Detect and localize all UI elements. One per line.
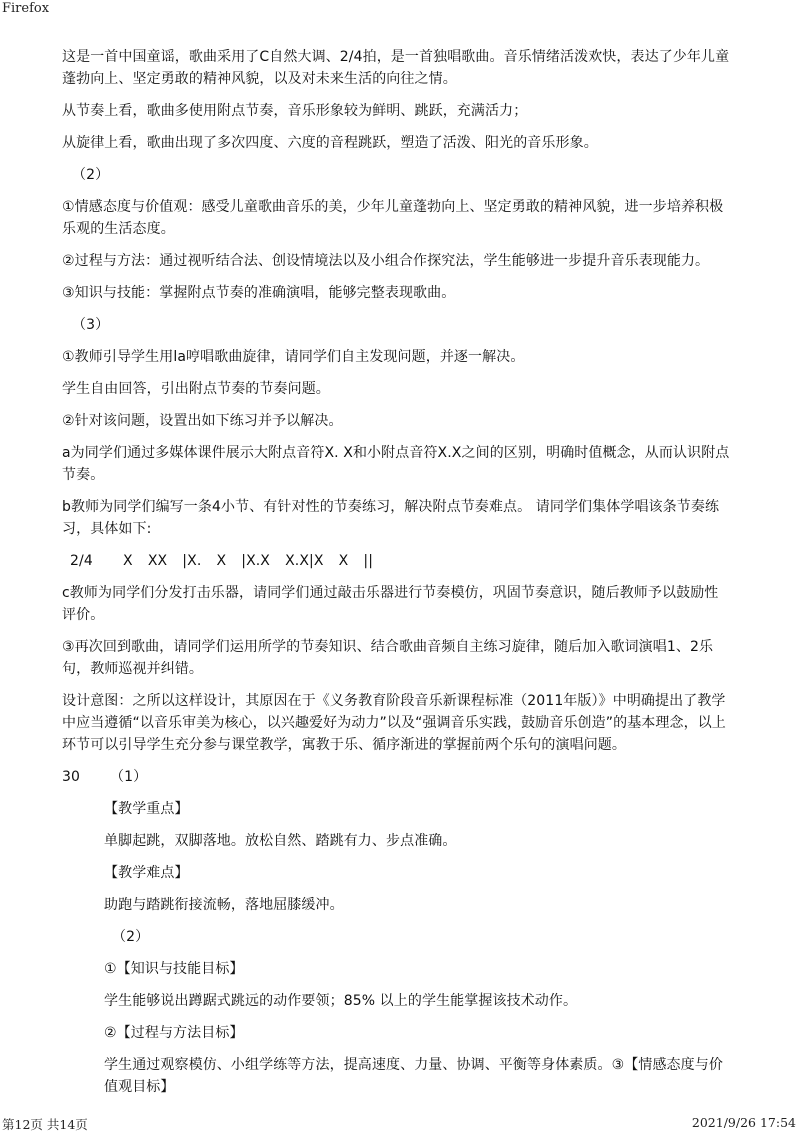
paragraph: 学生通过观察模仿、小组学练等方法，提高速度、力量、协调、平衡等身体素质。③【情感态度与价值观目标】 [104, 1057, 723, 1095]
paragraph: ②针对该问题，设置出如下练习并予以解决。 [62, 413, 343, 429]
paragraph: 单脚起跳，双脚落地。放松自然、踏跳有力、步点准确。 [104, 833, 457, 849]
paragraph: ③再次回到歌曲，请同学们运用所学的节奏知识、结合歌曲音频自主练习旋律，随后加入歌词演唱1、2乐句，教师巡视并纠错。 [62, 639, 714, 677]
paragraph: ③知识与技能：掌握附点节奏的准确演唱，能够完整表现歌曲。 [62, 285, 456, 301]
rhythm-notation: 2/4 X XX |X. X |X.X X.X|X X || [70, 553, 374, 569]
paragraph: 这是一首中国童谣，歌曲采用了C自然大调、2/4拍，是一首独唱歌曲。音乐情绪活泼欢快，表达了少年儿童蓬勃向上、坚定勇敢的精神风貌，以及对未来生活的向往之情。 [62, 49, 730, 87]
paragraph: ②过程与方法：通过视听结合法、创设情境法以及小组合作探究法，学生能够进一步提升音乐表现能力。 [62, 253, 710, 269]
paragraph: 助跑与踏跳衔接流畅，落地屈膝缓冲。 [104, 897, 344, 913]
heading-knowledge-goal: ①【知识与技能目标】 [104, 961, 244, 977]
subsection-number: （2） [72, 167, 110, 183]
question-30-header [62, 766, 732, 788]
paragraph: ①教师引导学生用la哼唱歌曲旋律，请同学们自主发现问题，并逐一解决。 [62, 349, 525, 365]
page-indicator: 第12页 共14页 [2, 1117, 88, 1132]
paragraph: 设计意图：之所以这样设计，其原因在于《义务教育阶段音乐新课程标准（2011年版）》中明确提出了教学中应当遵循“以音乐审美为核心，以兴趣爱好为动力”以及“强调音乐实践，鼓励音乐创造”的基本理念，以上环节可以引导学生充分参与课堂教学，寓教于乐、循序渐进的掌握前两个乐句的演唱问题。 [62, 693, 726, 753]
paragraph: 学生自由回答，引出附点节奏的节奏问题。 [62, 381, 330, 397]
paragraph: ①情感态度与价值观：感受儿童歌曲音乐的美，少年儿童蓬勃向上、坚定勇敢的精神风貌，进一步培养积极乐观的生活态度。 [62, 199, 724, 237]
paragraph: c教师为同学们分发打击乐器，请同学们通过敲击乐器进行节奏模仿，巩固节奏意识，随后教师予以鼓励性评价。 [62, 585, 719, 623]
paragraph: 从旋律上看，歌曲出现了多次四度、六度的音程跳跃，塑造了活泼、阳光的音乐形象。 [62, 135, 598, 151]
heading-process-goal: ②【过程与方法目标】 [104, 1025, 244, 1041]
paragraph: b教师为同学们编写一条4小节、有针对性的节奏练习，解决附点节奏难点。 请同学们集体学唱该条节奏练习，具体如下: [62, 499, 720, 537]
question-number: 30 [62, 769, 81, 785]
subsection-number: （1） [110, 769, 148, 785]
subsection-number: （3） [72, 317, 110, 333]
paragraph: a为同学们通过多媒体课件展示大附点音符X. X和小附点音符X.X之间的区别，明确时值概念，从而认识附点节奏。 [62, 445, 730, 483]
heading-teaching-difficulty: 【教学难点】 [104, 865, 189, 881]
paragraph: 从节奏上看，歌曲多使用附点节奏，音乐形象较为鲜明、跳跃，充满活力； [62, 103, 528, 119]
heading-teaching-focus: 【教学重点】 [104, 801, 189, 817]
document-body [62, 46, 732, 1108]
browser-title: Firefox [2, 1, 50, 16]
print-datetime: 2021/9/26 17:54 [691, 1115, 796, 1130]
paragraph: 学生能够说出蹲踞式跳远的动作要领；85% 以上的学生能掌握该技术动作。 [104, 993, 578, 1009]
subsection-number: （2） [112, 929, 150, 945]
